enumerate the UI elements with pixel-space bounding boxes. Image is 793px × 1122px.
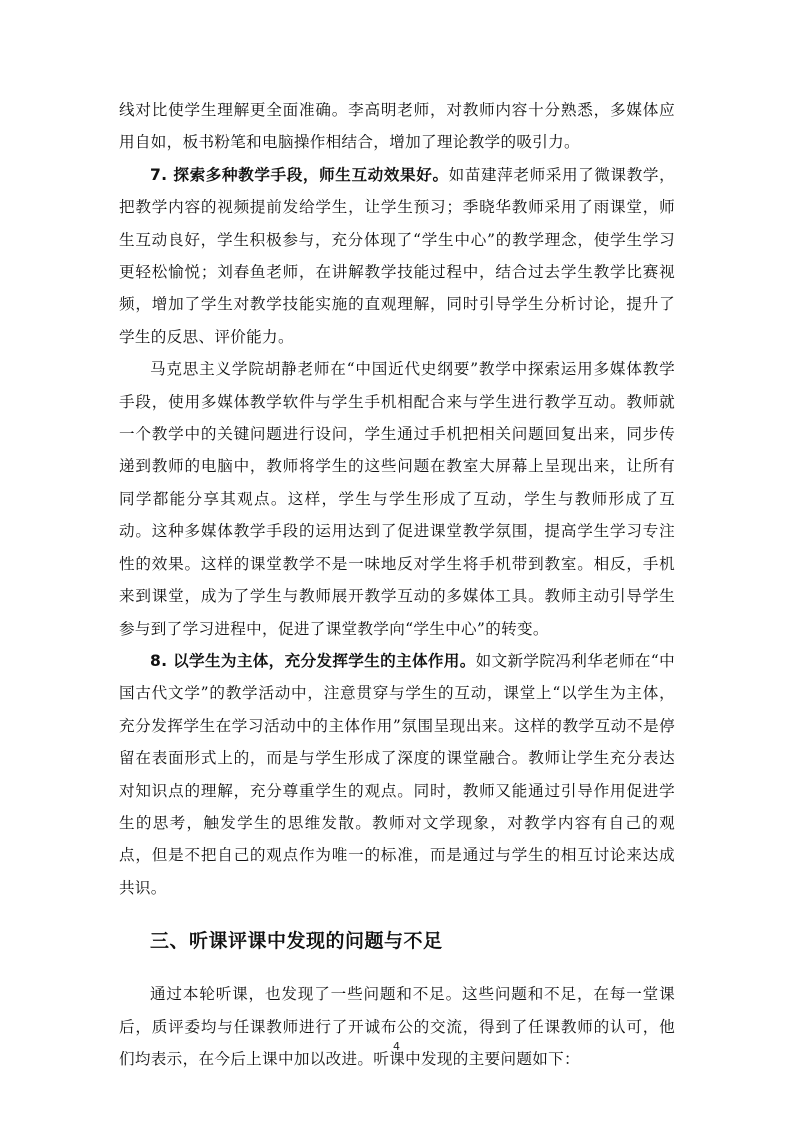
paragraph-continuation — [119, 94, 675, 159]
paragraph-text: 马克思主义学院胡静老师在“中国近代史纲要”教学中探索运用多媒体教学手段，使用多媒体教学软件与学生手机相配合来与学生进行教学互动。教师就一个教学中的关键问题进行设问，学生通过手机把相关问题回复出来，同步传递到教师的电脑中，教师将学生的这些问题在教室大屏幕上呈现出来，让所有同学都能分享其观点。这样，学生与学生形成了互动，学生与教师形成了互动。这种多媒体教学手段的运用达到了促进课堂教学氛围，提高学生学习专注性的效果。这样的课堂教学不是一味地反对学生将手机带到教室。相反，手机来到课堂，成为了学生与教师展开教学互动的多媒体工具。教师主动引导学生参与到了学习进程中，促进了课堂教学向“学生中心”的转变。 — [119, 360, 675, 638]
paragraph-item-8 — [119, 645, 675, 904]
page-number: 4 — [393, 1040, 400, 1053]
paragraph-marxism-example — [119, 353, 675, 645]
section-heading: 三、听课评课中发现的问题与不足 — [150, 930, 443, 953]
paragraph-lead-item-8: 8. 以学生为主体，充分发挥学生的主体作用。 — [150, 651, 476, 670]
document-body — [119, 94, 675, 1075]
paragraph-closing: 通过本轮听课，也发现了一些问题和不足。这些问题和不足，在每一堂课后，质评委均与任课教师进行了开诚布公的交流，得到了任课教师的认可，他们均表示，在今后上课中加以改进。听课中发现的主要问题如下： — [119, 985, 675, 1068]
paragraph-text: 线对比使学生理解更全面准确。李高明老师，对教师内容十分熟悉，多媒体应用自如，板书粉笔和电脑操作相结合，增加了理论教学的吸引力。 — [119, 101, 675, 152]
paragraph-lead-item-7: 7. 探索多种教学手段，师生互动效果好。 — [150, 165, 449, 184]
paragraph-item-7 — [119, 159, 675, 353]
paragraph-text: 如苗建萍老师采用了微课教学，把教学内容的视频提前发给学生，让学生预习；季晓华教师采用了雨课堂，师生互动良好，学生积极参与，充分体现了“学生中心”的教学理念，使学生学习更轻松愉悦；刘春鱼老师，在讲解教学技能过程中，结合过去学生教学比赛视频，增加了学生对教学技能实施的直观理解，同时引导学生分析讨论，提升了学生的反思、评价能力。 — [119, 165, 676, 346]
paragraph-text: 如文新学院冯利华老师在“中国古代文学”的教学活动中，注意贯穿与学生的互动，课堂上“以学生为主体，充分发挥学生在学习活动中的主体作用”氛围呈现出来。这样的教学互动不是停留在表面形式上的，而是与学生形成了深度的课堂融合。教师让学生充分表达对知识点的理解，充分尊重学生的观点。同时，教师又能通过引导作用促进学生的思考，触发学生的思维发散。教师对文学现象，对教学内容有自己的观点，但是不把自己的观点作为唯一的标准，而是通过与学生的相互讨论来达成共识。 — [119, 651, 675, 897]
